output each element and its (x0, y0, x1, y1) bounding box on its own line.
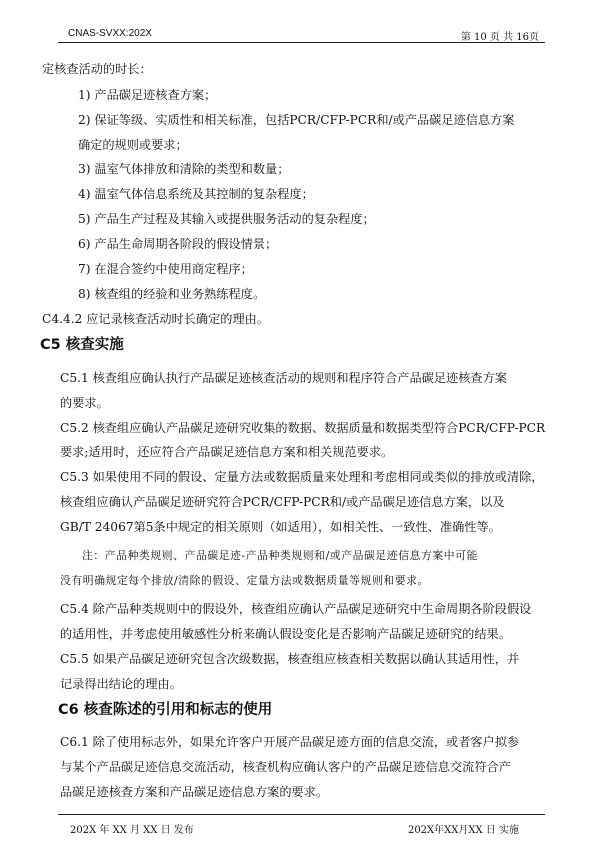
clause-c55-line2: 记录得出结论的理由。 (60, 677, 182, 691)
list-item-4: 4) 温室气体信息系统及其控制的复杂程度； (78, 187, 314, 201)
clause-c52-line1: C5.2 核查组应确认产品碳足迹研究收集的数据、数据质量和数据类型符合PCR/CFP-PCR (60, 421, 546, 435)
clause-c442: C4.4.2 应记录核查活动时长确定的理由。 (42, 312, 270, 326)
list-item-8: 8) 核查组的经验和业务熟练程度。 (78, 287, 266, 301)
list-item-6: 6) 产品生命周期各阶段的假设情景； (78, 237, 278, 251)
implement-date: 202X年XX月XX 日 实施 (407, 825, 519, 836)
page-header (58, 26, 545, 43)
list-item-5: 5) 产品生产过程及其输入或提供服务活动的复杂程度； (78, 212, 375, 226)
clause-c55-line1: C5.5 如果产品碳足迹研究包含次级数据，核查组应核查相关数据以确认其适用性，并 (60, 652, 520, 666)
document-id: CNAS-SVXX:202X (68, 28, 152, 39)
clause-c61-line1: C6.1 除了使用标志外，如果允许客户开展产品碳足迹方面的信息交流，或者客户拟参 (60, 735, 520, 749)
note-line1: 注：产品种类规则、产品碳足迹-产品种类规则和/或产品碳足迹信息方案中可能 (82, 549, 478, 562)
clause-c61-line2: 与某个产品碳足迹信息交流活动，核查机构应确认客户的产品碳足迹信息交流符合产 (60, 760, 511, 774)
list-item-1: 1) 产品碳足迹核查方案； (78, 88, 217, 102)
section-heading-c5: C5 核查实施 (40, 337, 124, 353)
clause-c54-line2: 的适用性，并考虑使用敏感性分析来确认假设变化是否影响产品碳足迹研究的结果。 (60, 627, 511, 641)
page-number: 第 10 页 共 16页 (460, 32, 539, 43)
list-item-2: 2) 保证等级、实质性和相关标准，包括PCR/CFP-PCR和/或产品碳足迹信息方案 (78, 113, 515, 127)
section-heading-c6: C6 核查陈述的引用和标志的使用 (58, 702, 273, 718)
publish-date: 202X 年 XX 月 XX 日 发布 (70, 825, 194, 836)
clause-c51-line1: C5.1 核查组应确认执行产品碳足迹核查活动的规则和程序符合产品碳足迹核查方案 (60, 371, 507, 385)
clause-c53-line2: 核查组应确认产品碳足迹研究符合PCR/CFP-PCR和/或产品碳足迹信息方案，以及 (60, 495, 505, 509)
clause-c61-line3: 品碳足迹核查方案和产品碳足迹信息方案的要求。 (60, 785, 329, 799)
clause-c51-line2: 的要求。 (60, 396, 109, 410)
clause-c53-line1: C5.3 如果使用不同的假设、定量方法或数据质量来处理和考虑相同或类似的排放或清除， (60, 470, 544, 484)
note-line2: 没有明确规定每个排放/清除的假设、定量方法或数据质量等规则和要求。 (60, 574, 429, 587)
clause-c52-line2: 要求;适用时，还应符合产品碳足迹信息方案和相关规范要求。 (60, 445, 394, 459)
list-item-2-cont: 确定的规则或要求； (78, 138, 188, 152)
list-item-7: 7) 在混合签约中使用商定程序； (78, 262, 253, 276)
page-footer (58, 814, 545, 839)
list-item-3: 3) 温室气体排放和清除的类型和数量； (78, 162, 290, 176)
intro-text: 定核查活动的时长： (42, 62, 152, 76)
clause-c53-line3: GB/T 24067第5条中规定的相关原则（如适用），如相关性、一致性、准确性等。 (60, 520, 501, 534)
clause-c54-line1: C5.4 除产品种类规则中的假设外，核查组应确认产品碳足迹研究中生命周期各阶段假设 (60, 602, 532, 616)
